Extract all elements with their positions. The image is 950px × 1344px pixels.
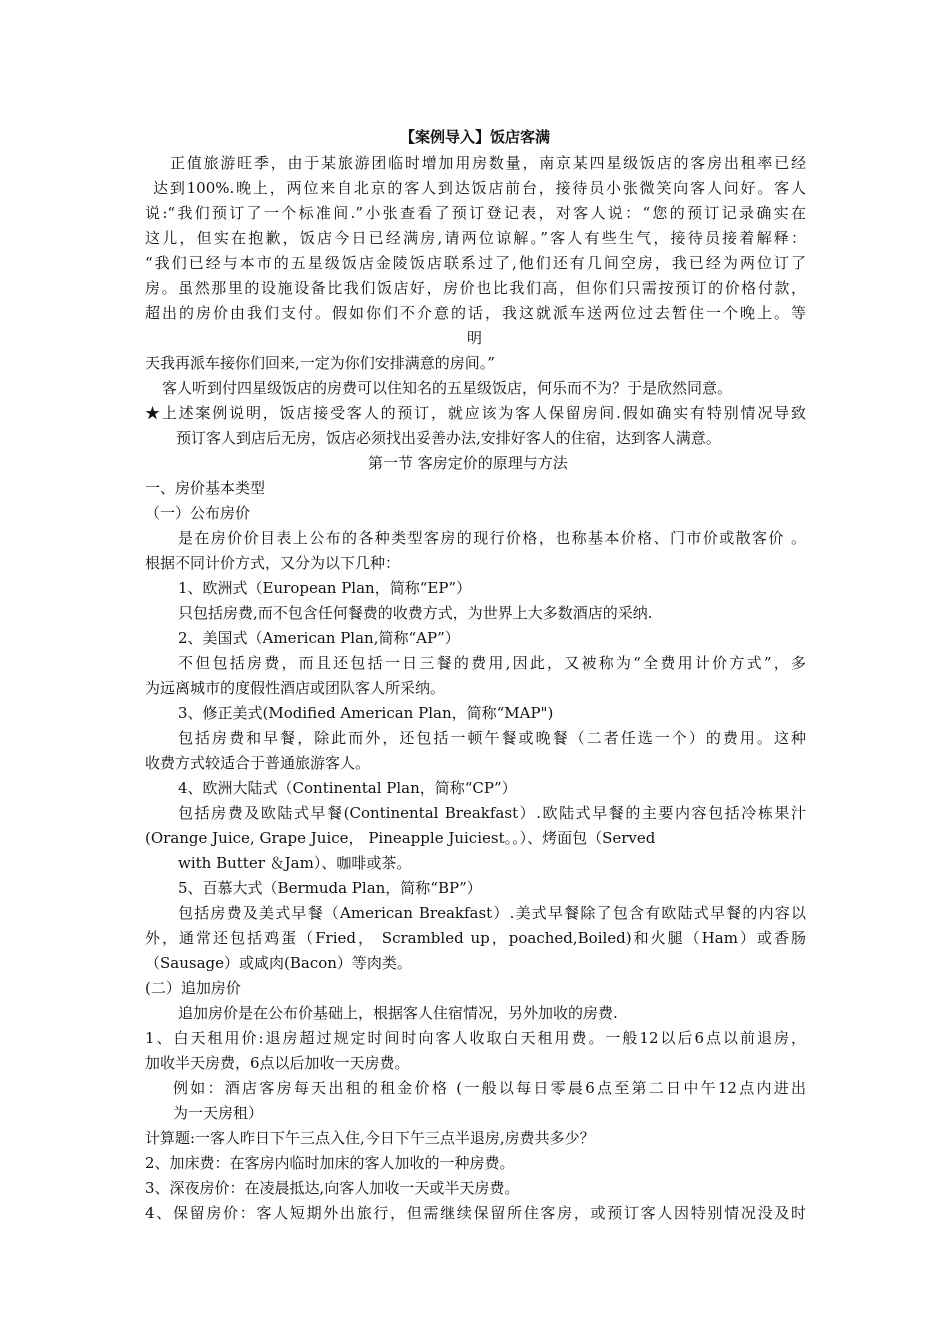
paragraph-line: 收费方式较适合于普通旅游客人。 bbox=[145, 754, 371, 772]
paragraph-line: 说:“我们预订了一个标准间.”小张查看了预订登记表，对客人说：“您的预订记录确实在 bbox=[145, 204, 806, 222]
paragraph-line: 3、深夜房价：在凌晨抵达,向客人加收一天或半天房费。 bbox=[145, 1179, 520, 1197]
star-note-line: ★上述案例说明，饭店接受客人的预订，就应该为客人保留房间.假如确实有特别情况导致 bbox=[145, 404, 806, 422]
paragraph-line: 是在房价价目表上公布的各种类型客房的现行价格，也称基本价格、门市价或散客价 。 bbox=[178, 529, 806, 547]
paragraph-line: 追加房价是在公布价基础上，根据客人住宿情况，另外加收的房费. bbox=[178, 1004, 618, 1022]
paragraph-line: （Sausage）或咸肉(Bacon）等肉类。 bbox=[145, 954, 412, 972]
list-item-heading: 3、修正美式(Modified American Plan，简称“MAP") bbox=[178, 704, 554, 722]
document-title: 【案例导入】饭店客满 bbox=[399, 128, 550, 146]
paragraph-line: 为远离城市的度假性酒店或团队客人所采纳。 bbox=[145, 679, 446, 697]
paragraph-line: “我们已经与本市的五星级饭店金陵饭店联系过了,他们还有几间空房，我已经为两位订了 bbox=[145, 254, 806, 272]
paragraph-line: 包括房费和早餐，除此而外，还包括一顿午餐或晚餐（二者任选一个）的费用。这种 bbox=[178, 729, 806, 747]
paragraph-line: with Butter ＆Jam）、咖啡或茶。 bbox=[178, 854, 412, 872]
paragraph-line: 2、加床费：在客房内临时加床的客人加收的一种房费。 bbox=[145, 1154, 515, 1172]
subsection-heading: (二）追加房价 bbox=[145, 979, 241, 997]
list-item-heading: 4、欧洲大陆式（Continental Plan，简称“CP”） bbox=[178, 779, 517, 797]
paragraph-line: 只包括房费,而不包含任何餐费的收费方式，为世界上大多数酒店的采纳. bbox=[178, 604, 653, 622]
paragraph-line: (Orange Juice, Grape Juice， Pineapple Juiciest。。）、烤面包（Served bbox=[145, 829, 656, 847]
paragraph-line: 1、白天租用价:退房超过规定时间时向客人收取白天租用费。一般12以后6点以前退房， bbox=[145, 1029, 806, 1047]
paragraph-line: 房。虽然那里的设施设备比我们饭店好，房价也比我们高，但你们只需按预订的价格付款， bbox=[145, 279, 806, 297]
paragraph-line: 加收半天房费，6点以后加收一天房费。 bbox=[145, 1054, 410, 1072]
list-item-heading: 5、百慕大式（Bermuda Plan，简称“BP”） bbox=[178, 879, 482, 897]
paragraph-line: 包括房费及美式早餐（American Breakfast）.美式早餐除了包含有欧陆式早餐的内容以 bbox=[178, 904, 806, 922]
list-item-heading: 1、欧洲式（European Plan，简称“EP”） bbox=[178, 579, 472, 597]
paragraph-line: 天我再派车接你们回来,一定为你们安排满意的房间。” bbox=[145, 354, 495, 372]
subsection-heading: 一、房价基本类型 bbox=[145, 479, 266, 497]
paragraph-line: 明 bbox=[467, 329, 483, 347]
paragraph-line: 预订客人到店后无房，饭店必须找出妥善办法,安排好客人的住宿，达到客人满意。 bbox=[176, 429, 721, 447]
paragraph-line: 外，通常还包括鸡蛋（Fried， Scrambled up，poached,Boiled)和火腿（Ham）或香肠 bbox=[145, 929, 806, 947]
paragraph-line: 例如：酒店客房每天出租的租金价格 (一般以每日零晨6点至第二日中午12点内进出 bbox=[173, 1079, 806, 1097]
paragraph-line: 包括房费及欧陆式早餐(Continental Breakfast）.欧陆式早餐的主要内容包括冷栋果汁 bbox=[178, 804, 806, 822]
paragraph-line: 超出的房价由我们支付。假如你们不介意的话，我这就派车送两位过去暂住一个晚上。等 bbox=[145, 304, 806, 322]
paragraph-line: 根据不同计价方式，又分为以下几种： bbox=[145, 554, 401, 572]
subsection-heading: （一）公布房价 bbox=[145, 504, 251, 522]
paragraph-line: 计算题:一客人昨日下午三点入住,今日下午三点半退房,房费共多少？ bbox=[145, 1129, 595, 1147]
section-heading: 第一节 客房定价的原理与方法 bbox=[368, 454, 568, 472]
list-item-heading: 2、美国式（American Plan,简称“AP”） bbox=[178, 629, 460, 647]
paragraph-line: 4、保留房价：客人短期外出旅行，但需继续保留所住客房，或预订客人因特别情况没及时 bbox=[145, 1204, 806, 1222]
paragraph-line: 这儿，但实在抱歉，饭店今日已经满房,请两位谅解。”客人有些生气，接待员接着解释： bbox=[145, 229, 806, 247]
paragraph-line: 不但包括房费，而且还包括一日三餐的费用,因此，又被称为“全费用计价方式”，多 bbox=[178, 654, 806, 672]
paragraph-line: 达到100%.晚上，两位来自北京的客人到达饭店前台，接待员小张微笑向客人问好。客人 bbox=[153, 179, 806, 197]
paragraph-line: 为一天房租） bbox=[173, 1104, 264, 1122]
paragraph-line: 正值旅游旺季，由于某旅游团临时增加用房数量，南京某四星级饭店的客房出租率已经 bbox=[170, 154, 806, 172]
paragraph-line: 客人听到付四星级饭店的房费可以住知名的五星级饭店，何乐而不为？于是欣然同意。 bbox=[162, 379, 733, 397]
